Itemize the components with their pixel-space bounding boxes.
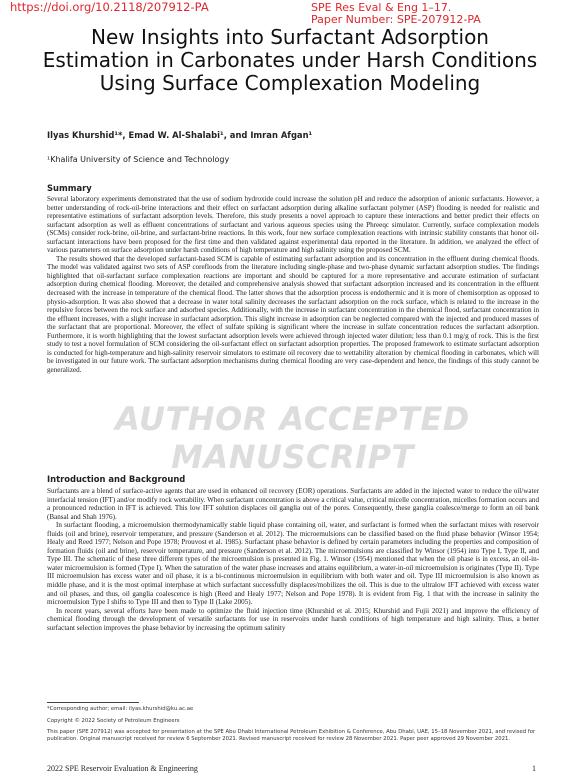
intro-paragraph-2: In surfactant flooding, a microemulsion thermodynamically stable liquid phase containing oil, water, and surfactant is formed when the surfactant mixes with reservoir fluids (oil and brine), reservoir temperature, and pressure (Sanderson et al. 2012). The microemulsions can be classified based on the fluid phase behavior (Winsor 1954; Healy and Reed 1977; Nelson and Pope 1978; Prouvost et al. 1985). Surfactant phase behavior is defined by certain parameters including the properties and composition of formation fluids (oil and brine), reservoir temperature, and pressure (Sanderson et al. 2012). The microemulsions are classified by Winsor (1954) into Type I, Type II, and Type III. The schematic of these three different types of the microemulsion is presented in Fig. 1. Winsor (1954) mentioned that when the oil phase is in excess, an oil-in-water microemulsion is formed (Type I). When the saturation of the water phase increases and attains equilibrium, a water-in-oil microemulsion is originates (Type II). Type III microemulsion has excess water and oil phase, it is a bi-continuous microemulsion in equilibrium with both water and oil. Type III microemulsion is also known as middle phase, and it is the most optimal interphase at which surfactant successfully displaces/mobilizes the oil. This is due to the ultralow IFT achieved with excess water and oil phases, and thus, oil ganglia coalescence is high (Reed and Healy 1977; Nelson and Pope 1978). It is evident from Fig. 1 that with the increase in salinity the microemulsion Type I shifts to Type III and then to Type II (Lake 2005).	[47, 521, 539, 607]
intro-body	[47, 487, 539, 632]
summary-paragraph-2: The results showed that the developed surfactant-based SCM is capable of estimating surfactant adsorption and its concentration in the effluent during chemical floods. The model was validated against two sets of ASP corefloods from the literature including single-phase and two-phase dynamic surfactant adsorption studies. The findings highlighted that oil-surfactant surface complexation reactions are important and should be captured for a more representative and accurate estimation of surfactant adsorption during chemical flooding. Moreover, the detailed and comprehensive analysis showed that surfactant adsorption increased and its concentration in the effluent decreased with the increase in temperature of the chemical flood. The latter shows that the adsorption process is endothermic and it is more of chemisorption as opposed to physio-adsorption. It was also showed that a decrease in water total salinity decreases the surfactant adsorption on the rock surface, which is related to the increase in the repulsive forces between the rock surface and adsorbed species. Additionally, with the increase in surfactant concentration in the chemical flood, surfactant concentration in the effluent increases, with a slight increase in surfactant adsorption. This slight increase in adsorption can be neglected compared with the injected and produced masses of the surfactant that are proportional. Moreover, the effect of sulfate spiking is significant where the increase in sulfate concentration reduces the surfactant adsorption. Furthermore, it is worth highlighting that the lowest surfactant adsorption levels were achieved through injected water dilution; less than 0.1 mg/g of rock. This is the first study to test a novel formulation of SCM considering the oil-surfactant effect on surfactant adsorption properties. The proposed framework to estimate surfactant adsorption is conducted for high-temperature and high-salinity reservoir simulators to estimate oil recovery due to wettability alteration by chemical flooding in carbonates, which will be investigated in our future work. The surfactant adsorption mechanisms during chemical flooding are very case-dependent and hence, the findings of this study cannot be generalized.	[47, 254, 539, 374]
author-list: Ilyas Khurshid¹*, Emad W. Al-Shalabi¹, and Imran Afgan¹	[47, 130, 313, 140]
journal-reference	[311, 2, 481, 26]
paper-number: Paper Number: SPE-207912-PA	[311, 13, 481, 26]
intro-heading: Introduction and Background	[47, 474, 186, 484]
corresponding-author-note: *Corresponding author; email: ilyas.khurshid@ku.ac.ae	[47, 706, 194, 712]
page-number: 1	[532, 764, 536, 773]
intro-paragraph-3: In recent years, several efforts have been made to optimize the fluid injection time (Khurshid et al. 2015; Khurshid and Fujii 2021) and improve the efficiency of chemical flooding through the development of versatile surfactants for use in reservoirs under harsh conditions of high temperature and high salinity. Thus, a better surfactant selection improves the phase behavior by increasing the optimum salinity	[47, 606, 539, 632]
doi-link[interactable]: https://doi.org/10.2118/207912-PA	[10, 0, 209, 14]
intro-paragraph-1: Surfactants are a blend of surface-active agents that are used in enhanced oil recovery (EOR) operations. Surfactants are added in the injected water to reduce the oil/water interfacial tension (IFT) and/or modify rock wettability. When surfactant concentration is above a critical value, critical micelle concentration, micelles formation occurs and a pronounced reduction in IFT is achieved. This low IFT solution displaces oil ganglia out of the pores. Consequently, these ganglia coalesce/merge to form an oil bank (Bansal and Shah 1976).	[47, 487, 539, 521]
paper-title: New Insights into Surfactant Adsorption Estimation in Carbonates under Harsh Conditions Using Surface Complexation Modeling	[42, 25, 538, 95]
watermark: AUTHOR ACCEPTED MANUSCRIPT	[115, 400, 470, 476]
summary-paragraph-1: Several laboratory experiments demonstrated that the use of sodium hydroxide could increase the solution pH and reduce the adsorption of anionic surfactants. However, a better understanding of rock-oil-brine interactions and their effect on surfactant adsorption during alkaline surfactant polymer (ASP) flooding is needed for realistic and representative estimations of surfactant adsorption levels. Therefore, this study presents a novel approach to capture these interactions and better predict their effects on surfactant adsorption as well as effluent concentrations of surfactant and various aqueous species using the Phreeqc simulator. Currently, surface complexation models (SCMs) consider rock-brine, oil-brine, and surfactant-brine reactions. In this work, four new surface complexation reactions with intrinsic stability constants that honor oil-surfactant interactions have been proposed for the first time and then validated against experimental data reported in the literature. In addition, we analyzed the effect of various parameters on surface adsorption under harsh conditions of high temperature and high salinity using the proposed SCM.	[47, 195, 539, 255]
copyright-note: Copyright © 2022 Society of Petroleum Engineers	[47, 718, 180, 724]
journal-citation: SPE Res Eval & Eng 1–17.	[311, 1, 452, 14]
affiliation: ¹Khalifa University of Science and Technology	[47, 155, 230, 164]
summary-body	[47, 195, 539, 374]
footnote-divider	[47, 702, 139, 703]
publication-history-note: This paper (SPE 207912) was accepted for presentation at the SPE Abu Dhabi International Petroleum Exhibition & Conference, Abu Dhabi, UAE, 15–18 November 2021, and revised for publication. Original manuscript received for review 6 September 2021. Revised manuscript received for review 28 November 2021. Paper peer approved 29 November 2021.	[47, 729, 536, 742]
footer-journal: 2022 SPE Reservoir Evaluation & Engineering	[47, 764, 198, 773]
summary-heading: Summary	[47, 183, 92, 193]
